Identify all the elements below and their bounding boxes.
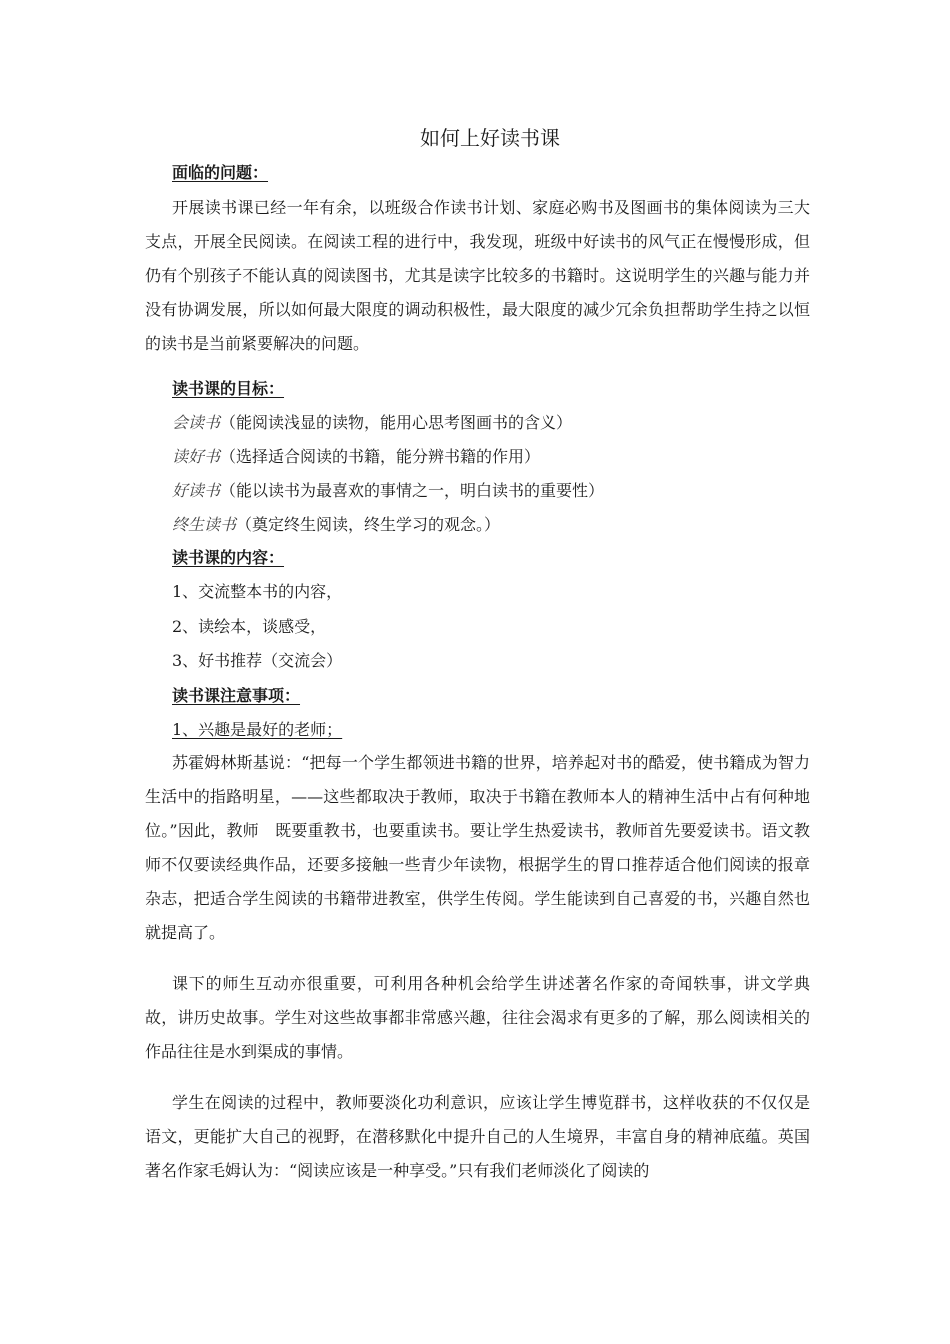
content-item: 1、交流整本书的内容， xyxy=(172,582,343,601)
paragraph-notes-2: 课下的师生互动亦很重要，可利用各种机会给学生讲述著名作家的奇闻轶事，讲文学典故，讲历史故事。学生对这些故事都非常感兴趣，往往会渴求有更多的了解，那么阅读相关的作品往往是水到渠成的事情。 xyxy=(145,974,810,1061)
goal-desc: （选择适合阅读的书籍，能分辨书籍的作用） xyxy=(220,447,541,466)
heading-goals: 读书课的目标： xyxy=(172,379,285,398)
document-title: 如何上好读书课 xyxy=(420,126,560,150)
goal-item xyxy=(172,412,572,434)
heading-notes: 读书课注意事项： xyxy=(172,686,301,705)
goal-term: 终生读书 xyxy=(172,515,237,534)
paragraph-notes-1: 苏霍姆林斯基说：“把每一个学生都领进书籍的世界，培养起对书的酷爱，使书籍成为智力生活中的指路明星，——这些都取决于教师，取决于书籍在教师本人的精神生活中占有何种地位。”因此，教师 既要重教书，也要重读书。要让学生热爱读书，教师首先要爱读书。语文教师不仅要读经典作品，还要多接触一些青少年读物，根据学生的胃口推荐适合他们阅读的报章杂志，把适合学生阅读的书籍带进教室，供学生传阅。学生能读到自己喜爱的书，兴趣自然也就提高了。 xyxy=(145,753,810,942)
content-item: 3、好书推荐（交流会） xyxy=(172,651,343,670)
goal-desc: （奠定终生阅读，终生学习的观念。） xyxy=(236,515,501,534)
subheading-interest: 1、兴趣是最好的老师； xyxy=(172,720,343,739)
goal-item xyxy=(172,514,500,536)
goal-item xyxy=(172,480,604,502)
heading-content: 读书课的内容： xyxy=(172,548,285,567)
heading-problem: 面临的问题： xyxy=(172,163,269,182)
goal-desc: （能以读书为最喜欢的事情之一，明白读书的重要性） xyxy=(220,481,605,500)
paragraph-problem: 开展读书课已经一年有余，以班级合作读书计划、家庭必购书及图画书的集体阅读为三大支点，开展全民阅读。在阅读工程的进行中，我发现，班级中好读书的风气正在慢慢形成，但仍有个别孩子不能认真的阅读图书，尤其是读字比较多的书籍时。这说明学生的兴趣与能力并没有协调发展，所以如何最大限度的调动积极性，最大限度的减少冗余负担帮助学生持之以恒的读书是当前紧要解决的问题。 xyxy=(145,198,810,353)
goal-desc: （能阅读浅显的读物，能用心思考图画书的含义） xyxy=(220,413,573,432)
content-item: 2、读绘本，谈感受， xyxy=(172,617,327,636)
goal-term: 好读书 xyxy=(172,481,221,500)
goal-item xyxy=(172,446,540,468)
paragraph-notes-3: 学生在阅读的过程中，教师要淡化功利意识，应该让学生博览群书，这样收获的不仅仅是语文，更能扩大自己的视野，在潜移默化中提升自己的人生境界，丰富自身的精神底蕴。英国著名作家毛姆认为：“阅读应该是一种享受。”只有我们老师淡化了阅读的 xyxy=(145,1093,810,1180)
goal-term: 读好书 xyxy=(172,447,221,466)
goal-term: 会读书 xyxy=(172,413,221,432)
